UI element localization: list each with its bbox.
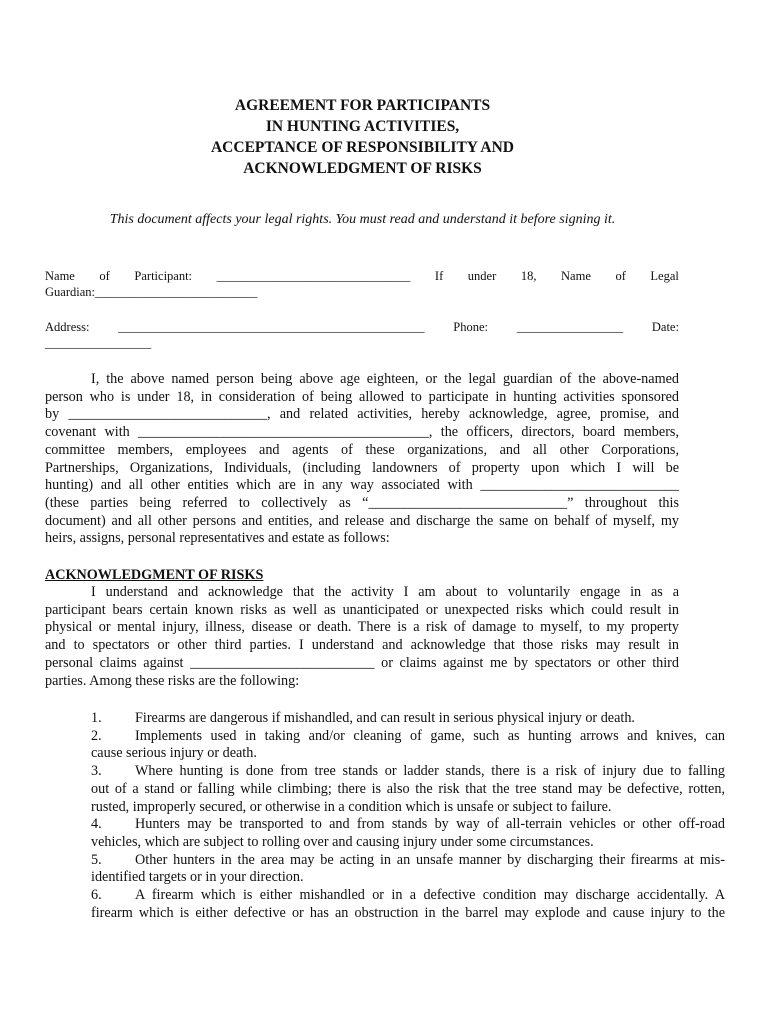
name-field-word: of [615,269,626,283]
address-field-word: Phone: [453,320,489,334]
intro-paragraph [45,371,679,548]
name-field-word: Legal [650,269,679,283]
intro-line: by ____________________________, and related activities, hereby acknowledge, agree, promise, and [45,406,679,423]
risk-line [91,763,725,781]
risk-line [91,905,725,923]
guardian-line: Guardian:__________________________ [45,285,258,299]
risk-line [91,710,725,728]
name-field-word: Name [561,269,591,283]
acknowledgment-heading: ACKNOWLEDGMENT OF RISKS [45,567,264,583]
risk-text: Implements used in taking and/or cleaning of game, such as hunting arrows and knives, can [135,727,725,744]
name-field-word: If [434,269,444,283]
intro-line: I, the above named person being above age eighteen, or the legal guardian of the above-named [91,371,679,387]
intro-line: hunting) and all other entities which are in any way associated with ____________________________ [45,477,679,494]
address-field-word: Date: [651,320,679,334]
risk-text: Firearms are dangerous if mishandled, and can result in serious physical injury or death. [135,710,635,726]
risk-text: rusted, improperly secured, or otherwise in a condition which is unsafe or subject to failure. [91,798,612,815]
name-field-word: Participant: [134,269,193,283]
title-line-4: ACKNOWLEDGMENT OF RISKS [243,160,482,177]
acknowledgment-line: parties. Among these risks are the following: [45,672,300,689]
intro-line: Partnerships, Organizations, Individuals, (including landowners of property upon which I will be [45,459,679,476]
acknowledgment-line: personal claims against __________________________ or claims against me by spectators or other third [45,654,679,671]
risk-list [91,710,725,922]
acknowledgment-paragraph [45,584,679,690]
risk-item [91,816,725,851]
risk-text: vehicles, which are subject to rolling over and causing injury under some circumstances. [91,833,594,850]
participant-name-line [45,268,679,284]
risk-line [91,728,725,746]
risk-item [91,852,725,887]
participant-name-field [45,268,679,300]
title-line-1: AGREEMENT FOR PARTICIPANTS [234,97,491,114]
risk-line [91,852,725,870]
risk-text: Other hunters in the area may be acting in an unsafe manner by discharging their firearms at mis- [135,851,725,868]
risk-line [91,781,725,799]
address-field-word: Address: [45,320,90,334]
intro-line: covenant with _________________________________________, the officers, directors, board members, [45,424,679,441]
risk-number: 4. [91,816,102,833]
risk-item [91,728,725,763]
risk-line [91,869,725,887]
name-field-word: _______________________________ [216,269,411,283]
address-phone-date-line [45,319,679,335]
acknowledgment-line: physical or mental injury, illness, disease or death. There is a risk of damage to myself, to my property [45,619,679,636]
date-blank: _________________ [45,336,152,350]
risk-line [91,834,725,852]
name-field-word: Name [45,269,75,283]
risk-number: 6. [91,887,102,904]
acknowledgment-line: I understand and acknowledge that the activity I am about to voluntarily engage in as a [91,584,679,600]
name-field-word: under [467,269,497,283]
risk-text: A firearm which is either mishandled or in a defective condition may discharge accidentally. A [135,887,725,904]
intro-line: (these parties being referred to collectively as “____________________________” throughout this [45,494,679,511]
legal-notice: This document affects your legal rights. You must read and understand it before signing it. [109,212,616,227]
risk-text: Where hunting is done from tree stands or ladder stands, there is a risk of injury due to falling [135,763,725,780]
intro-line: committee members, employees and agents of these organizations, and all other Corporations, [45,441,679,458]
risk-number: 2. [91,727,102,744]
name-field-word: of [99,269,110,283]
risk-text: identified targets or in your direction. [91,869,304,886]
title-line-3: ACCEPTANCE OF RESPONSIBILITY AND [210,139,514,156]
title-line-2: IN HUNTING ACTIVITIES, [265,118,460,135]
risk-number: 3. [91,763,102,780]
intro-line: person who is under 18, in consideration of being allowed to participate in hunting activities sponsored [45,388,679,405]
name-field-word: 18, [520,269,537,283]
intro-line: document) and all other persons and entities, and release and discharge the same on behalf of myself, my [45,512,679,529]
risk-line [91,816,725,834]
intro-line: heirs, assigns, personal representatives and estate as follows: [45,530,390,547]
risk-text: Hunters may be transported to and from stands by way of all-terrain vehicles or other off-road [135,816,725,833]
acknowledgment-line: and to spectators or other third parties. I understand and acknowledge that those risks may result in [45,637,679,654]
address-field-word: _________________ [516,320,624,334]
risk-item [91,710,725,728]
risk-number: 5. [91,851,102,868]
risk-line [91,799,725,817]
risk-text: firearm which is either defective or has an obstruction in the barrel may explode and cause injury to the [91,904,725,921]
risk-line [91,745,725,763]
document-title [0,95,725,179]
risk-item [91,763,725,816]
risk-number: 1. [91,710,102,726]
address-field-word: _________________________________________________ [118,320,425,334]
risk-item [91,887,725,922]
risk-text: cause serious injury or death. [91,745,257,762]
address-field [45,319,679,351]
acknowledgment-line: participant bears certain known risks as well as unanticipated or unexpected risks which could result in [45,601,679,618]
risk-text: out of a stand or falling while climbing; there is also the risk that the tree stand may be defective, rotten, [91,780,725,797]
risk-line [91,887,725,905]
